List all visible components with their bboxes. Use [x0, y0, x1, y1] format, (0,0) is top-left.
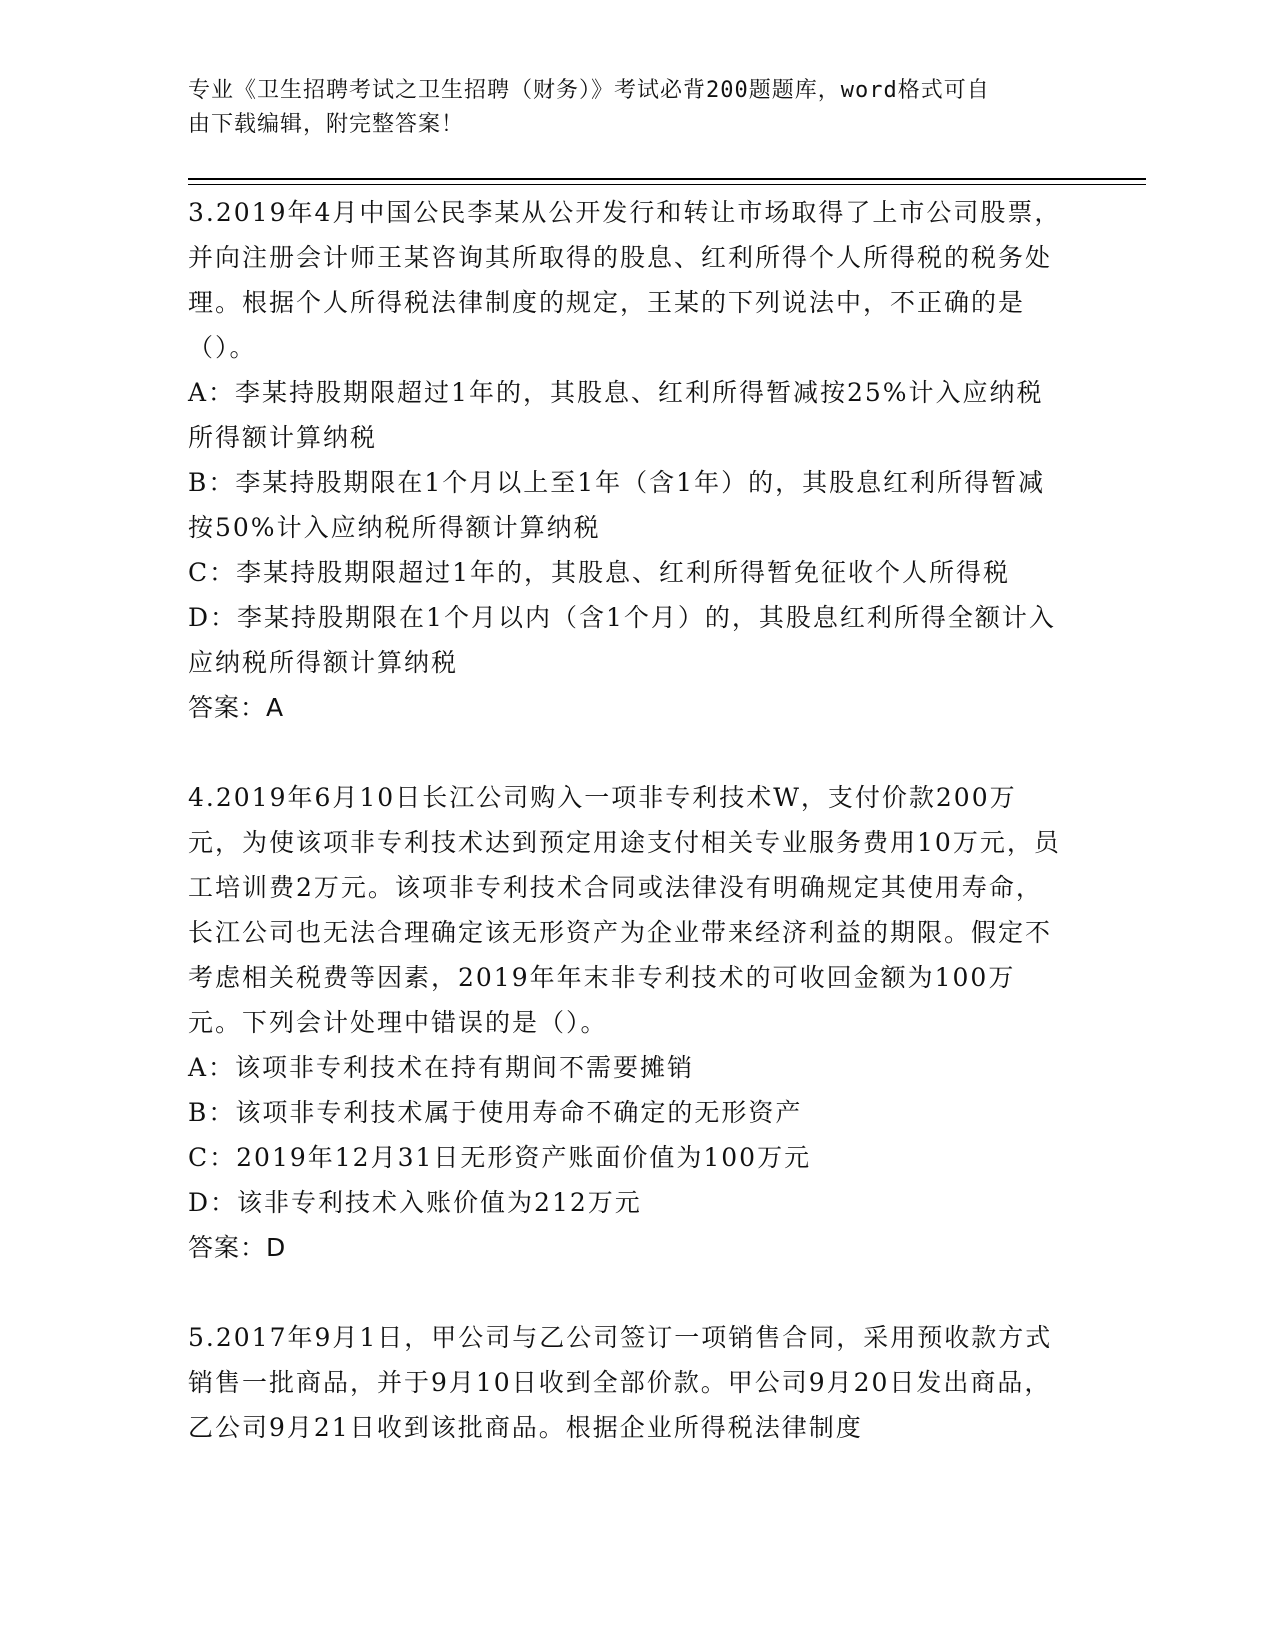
question-4-option-a: A：该项非专利技术在持有期间不需要摊销 [188, 1053, 695, 1082]
header-divider-thin [188, 184, 1146, 185]
question-4-option-d: D：该非专利技术入账价值为212万元 [188, 1188, 642, 1217]
question-3-option-b: B：李某持股期限在1个月以上至1年（含1年）的，其股息红利所得暂减按50%计入应纳税所得额计算纳税 [188, 468, 1046, 542]
question-4-text: 4.2019年6月10日长江公司购入一项非专利技术W，支付价款200万元，为使该项非专利技术达到预定用途支付相关专业服务费用10万元，员工培训费2万元。该项非专利技术合同或法律没有明确规定其使用寿命，长江公司也无法合理确定该无形资产为企业带来经济利益的期限。假定不考虑相关税费等因素，2019年年末非专利技术的可收回金额为100万元。下列会计处理中错误的是（）。 [188, 783, 1061, 1037]
question-5 [188, 1315, 1068, 1450]
header-line-1: 专业《卫生招聘考试之卫生招聘（财务）》考试必背200题题库，word格式可自 [188, 78, 990, 103]
question-4-option-b: B：该项非专利技术属于使用寿命不确定的无形资产 [188, 1098, 803, 1127]
question-3-option-c: C：李某持股期限超过1年的，其股息、红利所得暂免征收个人所得税 [188, 558, 1011, 587]
question-4-answer: 答案：D [188, 1233, 287, 1262]
question-5-text: 5.2017年9月1日，甲公司与乙公司签订一项销售合同，采用预收款方式销售一批商品，并于9月10日收到全部价款。甲公司9月20日发出商品，乙公司9月21日收到该批商品。根据企业所得税法律制度 [188, 1323, 1053, 1442]
header-divider-thick [188, 178, 1146, 180]
question-spacer [188, 1270, 1068, 1315]
question-3 [188, 190, 1068, 730]
question-4-option-c: C：2019年12月31日无形资产账面价值为100万元 [188, 1143, 812, 1172]
header-line-2: 由下载编辑，附完整答案！ [188, 112, 465, 137]
question-3-answer: 答案：A [188, 693, 285, 722]
question-3-option-a: A：李某持股期限超过1年的，其股息、红利所得暂减按25%计入应纳税所得额计算纳税 [188, 378, 1044, 452]
document-header [188, 74, 1068, 142]
question-list [188, 190, 1068, 1450]
question-spacer [188, 730, 1068, 775]
question-3-text: 3.2019年4月中国公民李某从公开发行和转让市场取得了上市公司股票，并向注册会计师王某咨询其所取得的股息、红利所得个人所得税的税务处理。根据个人所得税法律制度的规定，王某的下列说法中，不正确的是（）。 [188, 198, 1062, 362]
question-4 [188, 775, 1068, 1270]
question-3-option-d: D：李某持股期限在1个月以内（含1个月）的，其股息红利所得全额计入应纳税所得额计算纳税 [188, 603, 1056, 677]
